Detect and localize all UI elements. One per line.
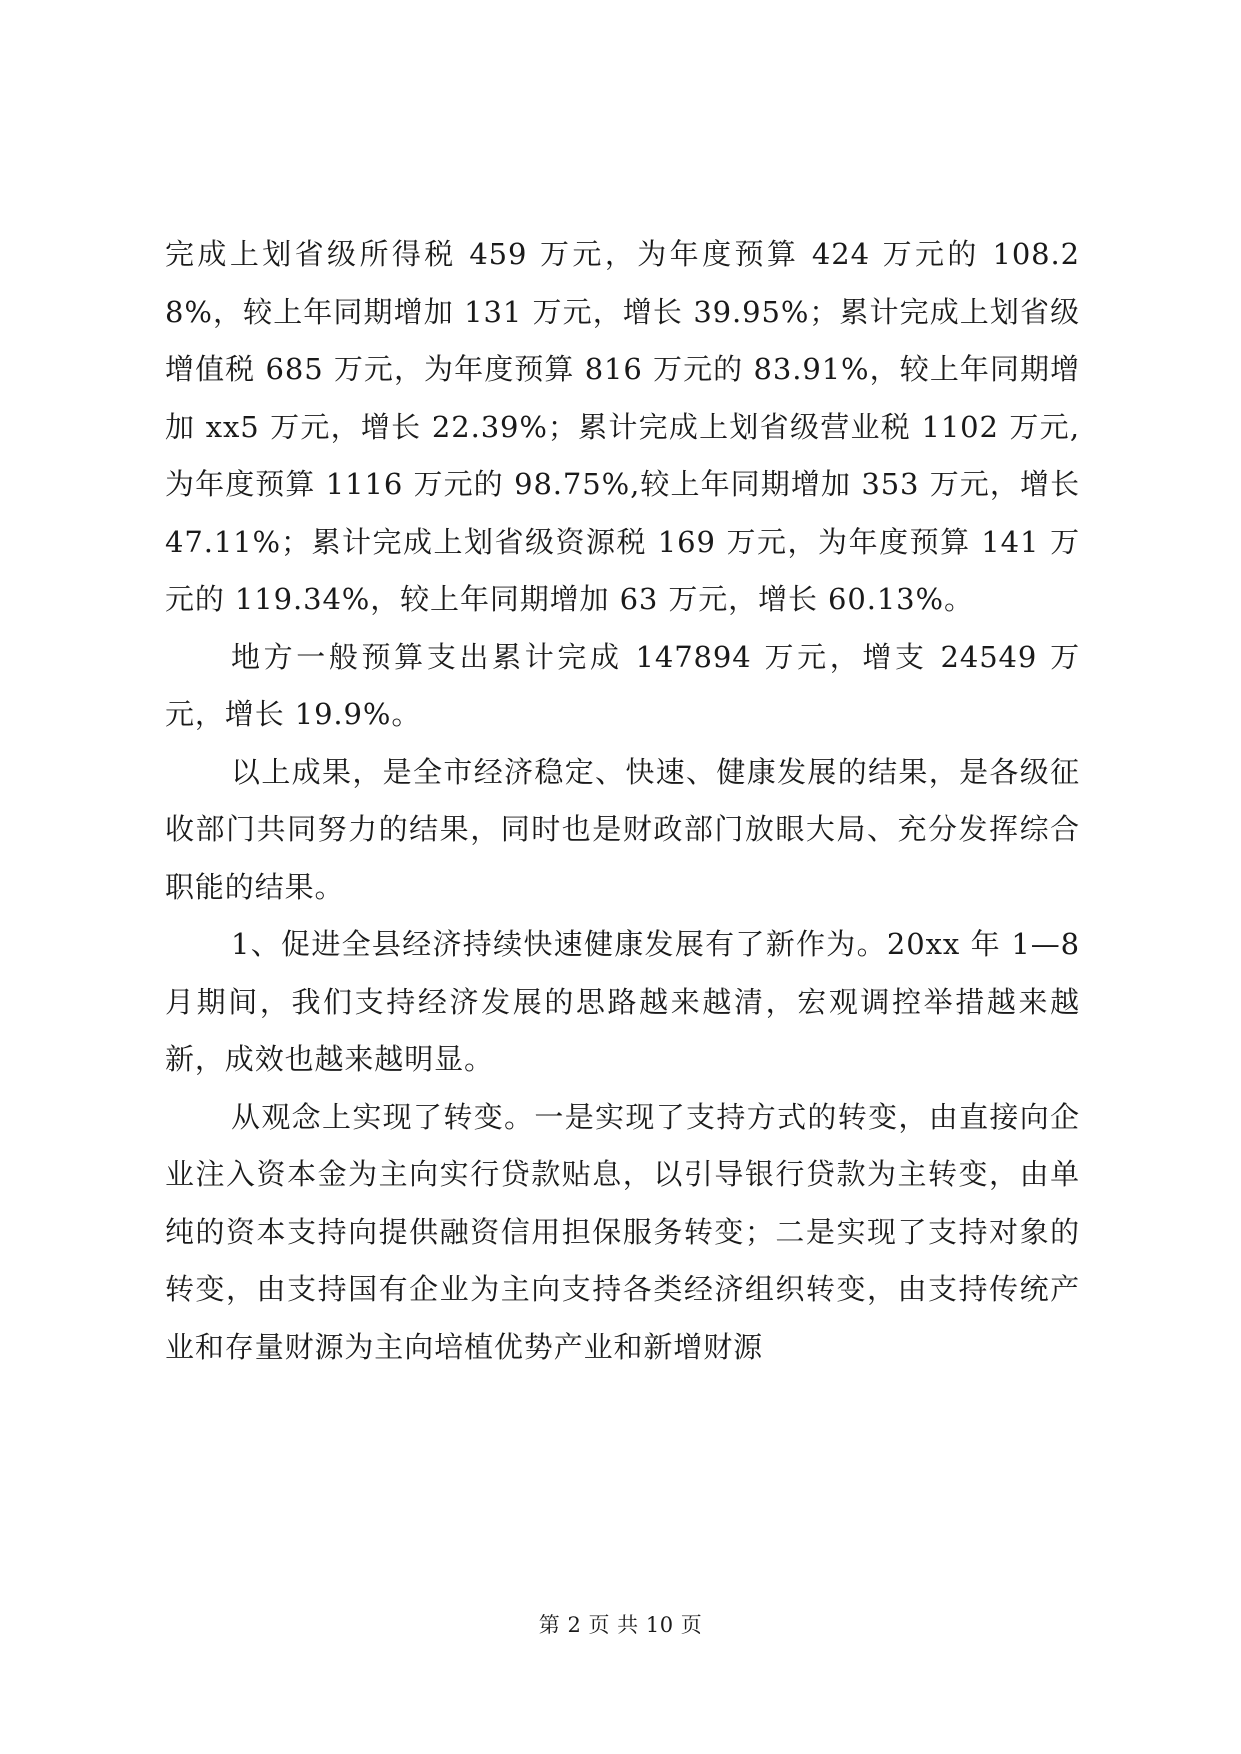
page-number-footer: 第 2 页 共 10 页: [538, 1613, 703, 1637]
paragraph-2: 地方一般预算支出累计完成 147894 万元，增支 24549 万元，增长 19.9%。: [165, 639, 1080, 731]
paragraph-1: 完成上划省级所得税 459 万元，为年度预算 424 万元的 108.28%，较上年同期增加 131 万元，增长 39.95%；累计完成上划省级增值税 685 万元，为年度预算 816 万元的 83.91%，较上年同期增加 xx5 万元，增长 22.39%；累计完成上划省级营业税 1102 万元,为年度预算 1116 万元的 98.75%,较上年同期增加 353 万元，增长 47.11%；累计完成上划省级资源税 169 万元，为年度预算 141 万元的 119.34%，较上年同期增加 63 万元，增长 60.13%。: [165, 237, 1080, 616]
paragraph-4: 1、促进全县经济持续快速健康发展有了新作为。20xx 年 1—8 月期间，我们支持经济发展的思路越来越清，宏观调控举措越来越新，成效也越来越明显。: [165, 927, 1080, 1076]
body-text: [165, 226, 1080, 1376]
paragraph-5: 从观念上实现了转变。一是实现了支持方式的转变，由直接向企业注入资本金为主向实行贷款贴息，以引导银行贷款为主转变，由单纯的资本支持向提供融资信用担保服务转变；二是实现了支持对象的转变，由支持国有企业为主向支持各类经济组织转变，由支持传统产业和存量财源为主向培植优势产业和新增财源: [165, 1099, 1080, 1364]
paragraph-3: 以上成果，是全市经济稳定、快速、健康发展的结果，是各级征收部门共同努力的结果，同时也是财政部门放眼大局、充分发挥综合职能的结果。: [165, 754, 1080, 904]
